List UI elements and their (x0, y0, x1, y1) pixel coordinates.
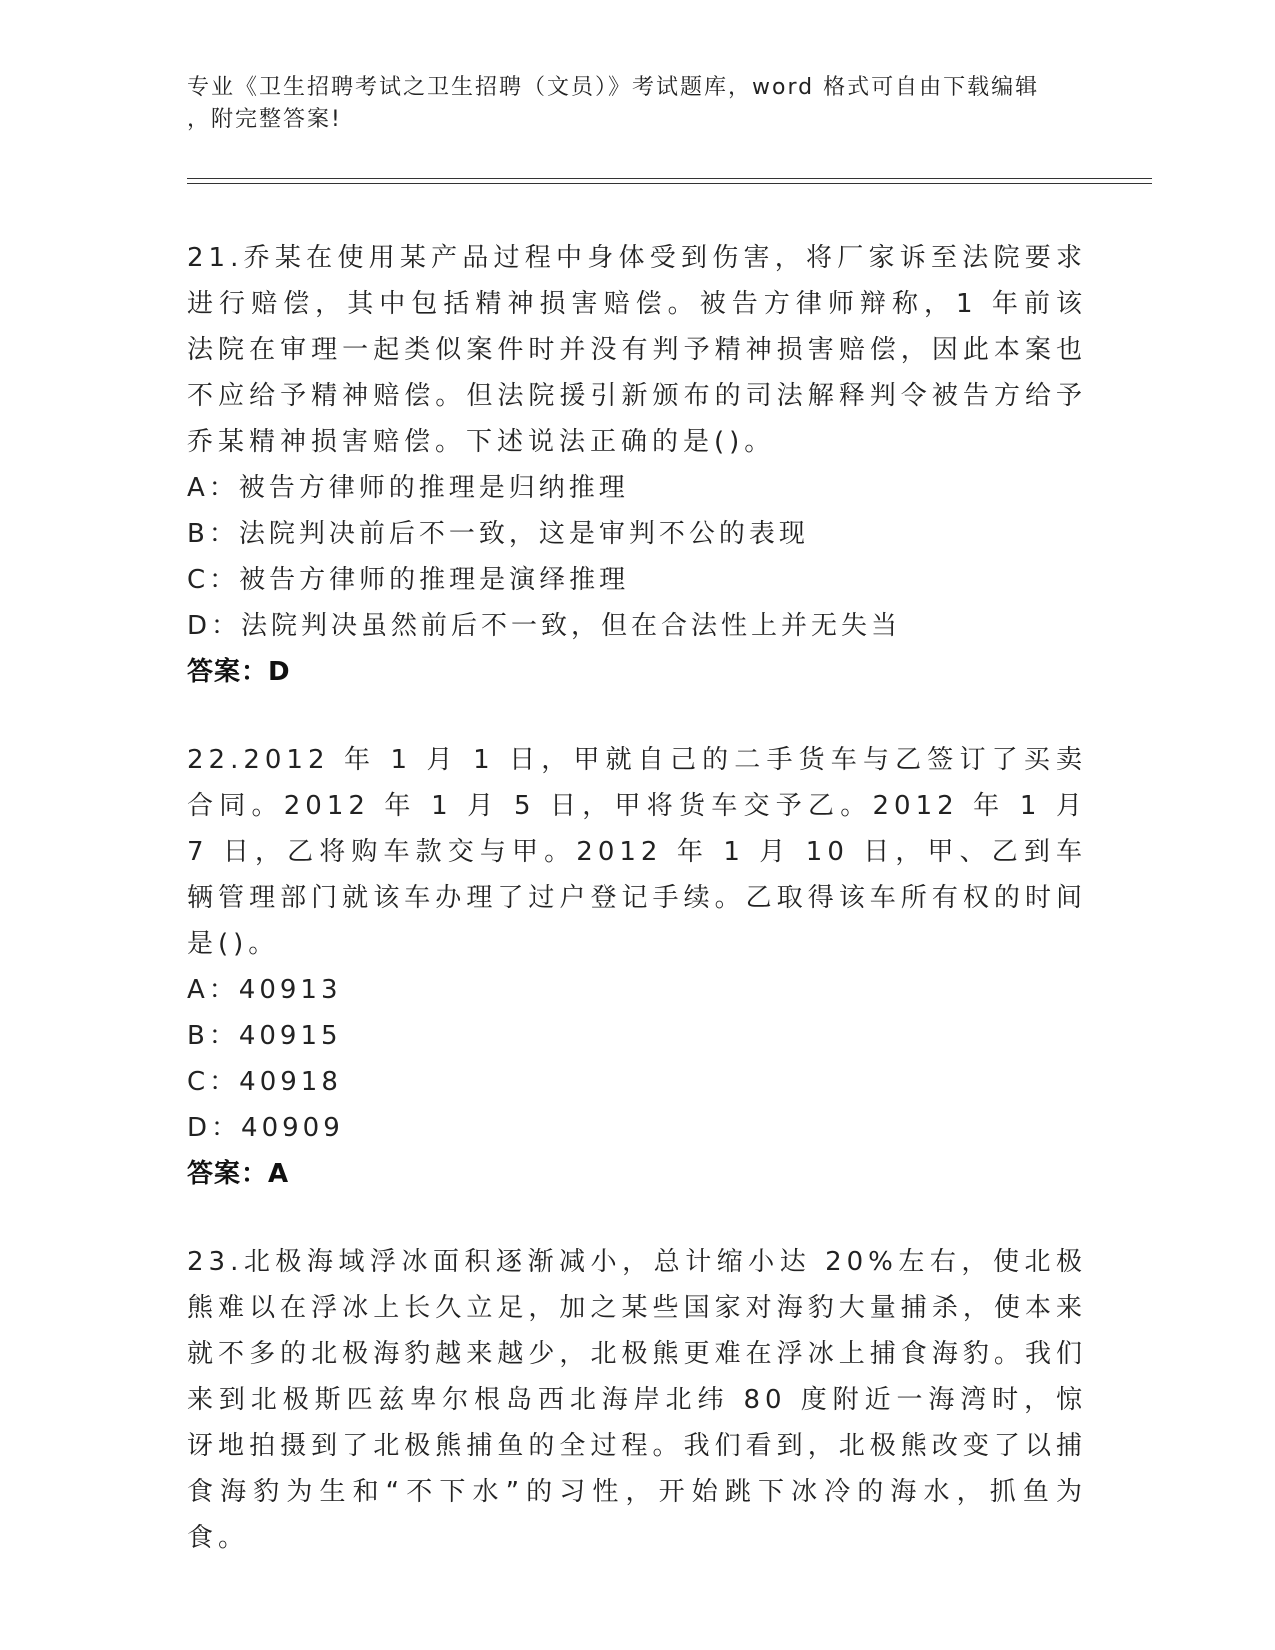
question-21 (187, 235, 1087, 695)
header-line-2: ，附完整答案! (187, 107, 342, 132)
option-d: D：40909 (187, 1113, 344, 1143)
header-divider-bottom (187, 183, 1152, 184)
option-c: C：被告方律师的推理是演绎推理 (187, 565, 630, 595)
option-a: A：40913 (187, 975, 342, 1005)
option-d: D：法院判决虽然前后不一致，但在合法性上并无失当 (187, 611, 902, 641)
question-stem: 21.乔某在使用某产品过程中身体受到伤害，将厂家诉至法院要求进行赔偿，其中包括精神损害赔偿。被告方律师辩称，1 年前该法院在审理一起类似案件时并没有判予精神损害赔偿，因此本案也不应给予精神赔偿。但法院援引新颁布的司法解释判令被告方给予乔某精神损害赔偿。下述说法正确的是()。 (187, 243, 1087, 457)
question-stem: 22.2012 年 1 月 1 日，甲就自己的二手货车与乙签订了买卖合同。2012 年 1 月 5 日，甲将货车交予乙。2012 年 1 月 7 日，乙将购车款交与甲。2012 年 1 月 10 日，甲、乙到车辆管理部门就该车办理了过户登记手续。乙取得该车所有权的时间是()。 (187, 745, 1087, 959)
option-b: B：40915 (187, 1021, 342, 1051)
header-line-1: 专业《卫生招聘考试之卫生招聘（文员）》考试题库，word 格式可自由下载编辑 (187, 75, 1040, 100)
answer-label: 答案：D (187, 657, 291, 687)
option-a: A：被告方律师的推理是归纳推理 (187, 473, 629, 503)
answer-label: 答案：A (187, 1159, 290, 1189)
option-c: C：40918 (187, 1067, 342, 1097)
header-divider-top (187, 178, 1152, 179)
question-list (187, 235, 1087, 1603)
question-23 (187, 1239, 1087, 1561)
document-header (187, 72, 1067, 136)
question-22 (187, 737, 1087, 1197)
option-b: B：法院判决前后不一致，这是审判不公的表现 (187, 519, 809, 549)
question-stem: 23.北极海域浮冰面积逐渐减小，总计缩小达 20%左右，使北极熊难以在浮冰上长久立足，加之某些国家对海豹大量捕杀，使本来就不多的北极海豹越来越少，北极熊更难在浮冰上捕食海豹。我们来到北极斯匹兹卑尔根岛西北海岸北纬 80 度附近一海湾时，惊讶地拍摄到了北极熊捕鱼的全过程。我们看到，北极熊改变了以捕食海豹为生和“不下水”的习性，开始跳下冰冷的海水，抓鱼为食。 (187, 1247, 1087, 1553)
